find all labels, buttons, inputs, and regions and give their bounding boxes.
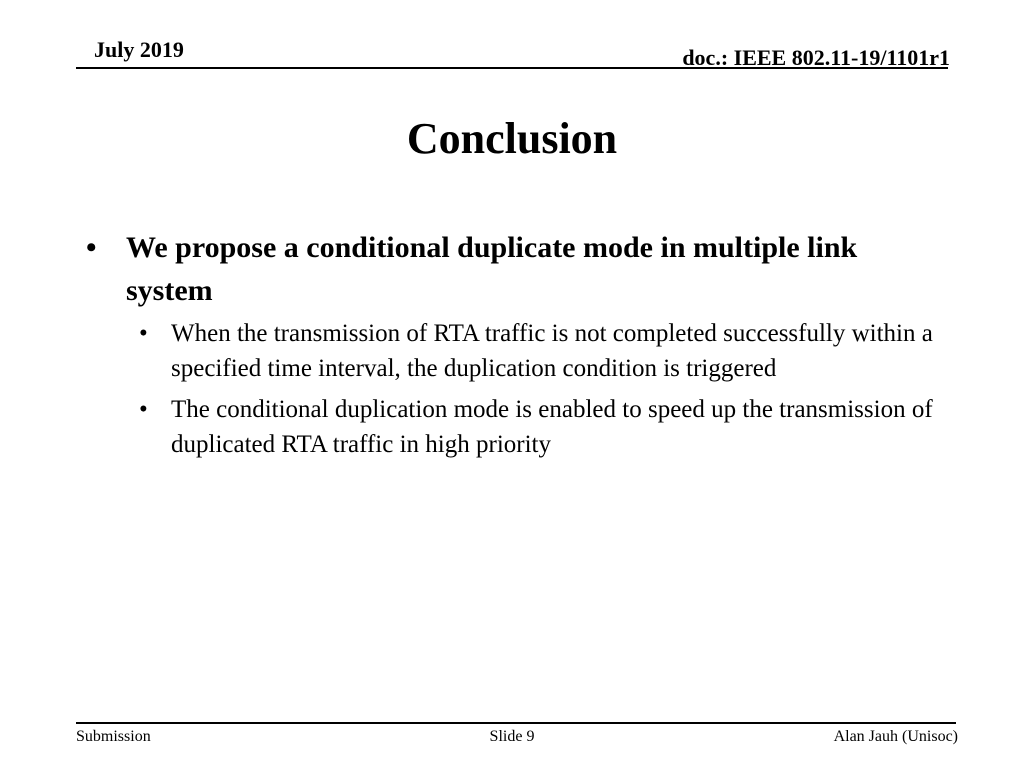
slide-title: Conclusion	[406, 114, 618, 163]
footer-submission: Submission	[76, 728, 151, 745]
bullet-icon: •	[139, 396, 148, 423]
bullet-level2-text: When the transmission of RTA traffic is not completed successfully within a specified time interval, the duplication condition is triggered	[171, 320, 933, 382]
bullet-level2-text: The conditional duplication mode is enabled to speed up the transmission of duplicated RTA traffic in high priority	[171, 396, 933, 458]
bullet-icon: •	[139, 320, 148, 347]
bullet-icon: •	[86, 231, 97, 264]
footer-divider	[76, 722, 956, 724]
footer-author: Alan Jauh (Unisoc)	[833, 728, 958, 745]
bullet-level2	[139, 392, 940, 462]
header-doc-id: doc.: IEEE 802.11-19/1101r1	[682, 45, 950, 70]
bullet-level1-text: We propose a conditional duplicate mode in multiple link system	[126, 231, 858, 307]
bullet-level2	[139, 316, 940, 386]
footer-slide-number: Slide 9	[489, 728, 535, 745]
header-divider	[76, 67, 948, 69]
header-date: July 2019	[94, 37, 184, 62]
slide-body	[80, 226, 940, 462]
bullet-level1	[80, 226, 940, 312]
